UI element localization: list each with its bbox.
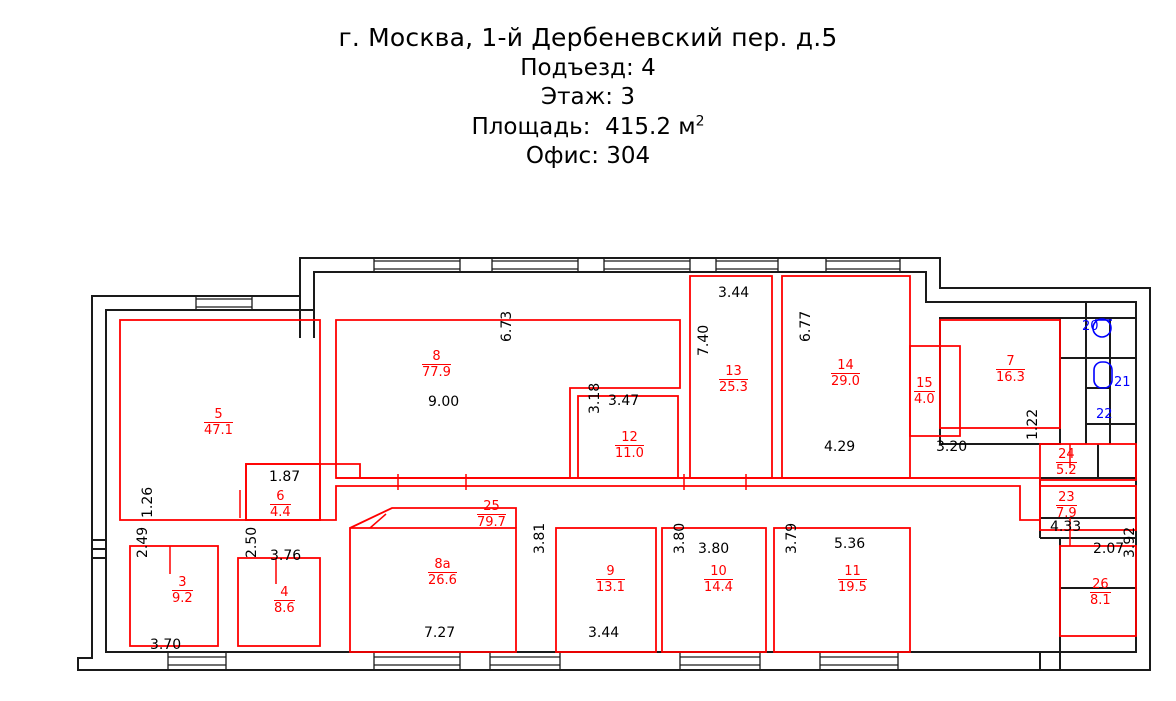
room-label-13: 13 25.3 [719,364,748,395]
dim-3-20: 3.20 [936,439,968,455]
dim-1-26: 1.26 [140,486,156,518]
dim-3-80-a: 3.80 [698,541,730,557]
dim-1-22: 1.22 [1025,408,1041,440]
dim-3-44-bot: 3.44 [588,625,620,641]
floor-plan [0,228,1176,697]
area-label: Площадь: [471,113,591,140]
room-label-7: 7 16.3 [996,354,1025,385]
fixture-label-22: 22 [1096,407,1113,422]
dim-2-50: 2.50 [244,526,260,558]
dim-2-07: 2.07 [1093,541,1125,557]
room-label-3: 3 9.2 [172,575,193,606]
dim-6-73: 6.73 [499,310,515,342]
room-label-11: 11 19.5 [838,564,867,595]
room-label-6: 6 4.4 [270,489,291,520]
entrance-line: Подъезд: 4 [520,55,656,81]
dim-2-49: 2.49 [135,526,151,558]
dim-3-92: 3.92 [1122,526,1138,558]
dim-7-27: 7.27 [424,625,456,641]
room-label-14: 14 29.0 [831,358,860,389]
room-label-23: 23 7.9 [1056,490,1077,521]
area-unit-sup: 2 [695,113,705,130]
area-unit: м [678,113,696,140]
dim-6-77: 6.77 [798,310,814,342]
dim-4-29: 4.29 [824,439,856,455]
room-label-9: 9 13.1 [596,564,625,595]
dim-1-87: 1.87 [269,469,301,485]
room-label-4: 4 8.6 [274,585,295,616]
dim-3-81: 3.81 [532,522,548,554]
dim-3-47: 3.47 [608,393,640,409]
area-value: 415.2 [605,113,671,140]
room-label-12: 12 11.0 [615,430,644,461]
room-label-5: 5 47.1 [204,407,233,438]
room-label-10: 10 14.4 [704,564,733,595]
dim-3-70: 3.70 [150,637,182,653]
room-label-8a: 8а 26.6 [428,557,457,588]
dim-4-33: 4.33 [1050,519,1082,535]
dim-3-18: 3.18 [587,382,603,414]
dim-3-44-top: 3.44 [718,285,750,301]
room-label-25: 25 79.7 [477,499,506,530]
dim-9-00: 9.00 [428,394,460,410]
page-title: г. Москва, 1-й Дербеневский пер. д.5 [338,23,838,52]
plan-header [0,22,1176,172]
room-label-26: 26 8.1 [1090,577,1111,608]
room-label-8: 8 77.9 [422,349,451,380]
dim-3-79: 3.79 [784,522,800,554]
dim-5-36: 5.36 [834,536,866,552]
area-line [0,113,1176,142]
office-line: Офис: 304 [525,143,651,170]
floor-line: Этаж: 3 [541,84,635,111]
dim-7-40: 7.40 [696,324,712,356]
dim-3-80-v: 3.80 [672,522,688,554]
room-label-15: 15 4.0 [914,376,935,407]
room-label-24: 24 5.2 [1056,447,1077,478]
dim-3-76: 3.76 [270,548,302,564]
fixture-label-21: 21 [1114,375,1131,390]
fixture-label-20: 20 [1082,319,1099,334]
